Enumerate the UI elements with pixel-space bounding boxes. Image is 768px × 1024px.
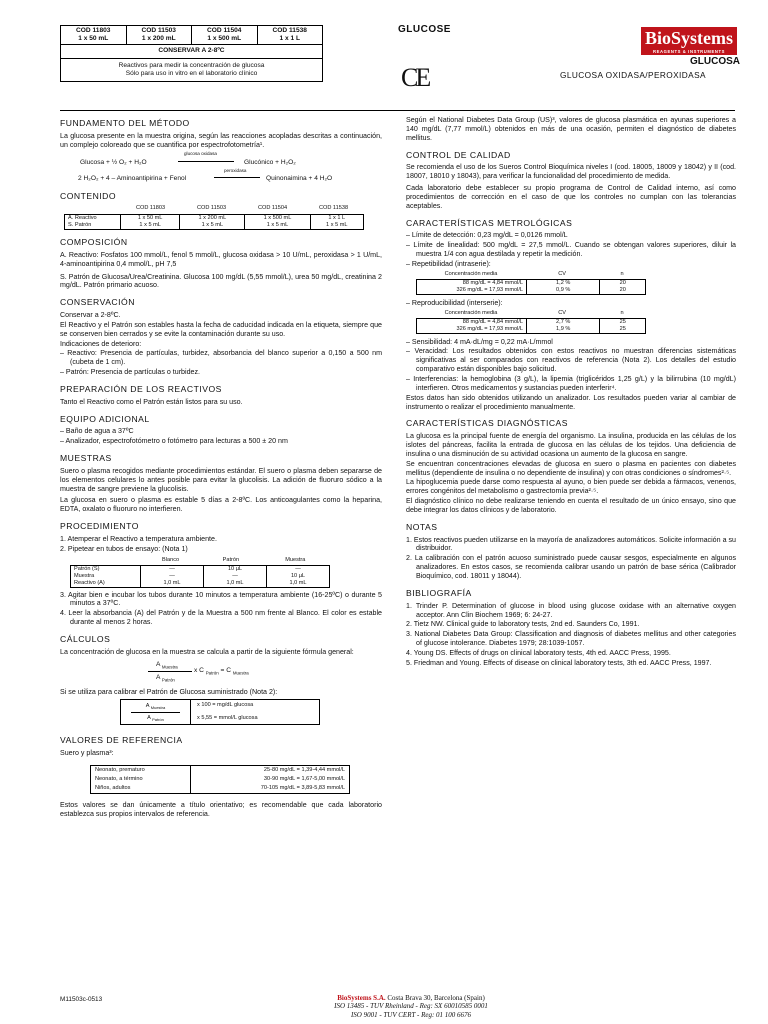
table-row: 88 mg/dL = 4,84 mmol/L 1,2 % 20: [417, 279, 646, 286]
pipetting-table-header: Blanco Patrón Muestra: [162, 556, 306, 563]
reaction-equations: Glucosa + ½ O₂ + H₂O glucosa oxidasa Glucónico + H₂O₂ peroxidasa 2 H₂O₂ + 4 – Aminoantipirina + Fenol Quinonaimina + 4 H₂O: [78, 151, 333, 183]
reproducibility-table: [416, 318, 646, 334]
table-row: Niños, adultos 70-105 mg/dL = 3,89-5,83 mmol/L: [91, 784, 350, 793]
right-column: Según el National Diabetes Data Group (US)³, valores de glucosa plasmática en ayunas superiores a 140 mg/dL (7,77 mmol/L) obtenidos en más de una ocasión, permiten el diagnóstico de diabetes mellitus. CONTROL DE CALIDAD Se recomienda el uso de los Sueros Control Bioquímica niveles I (cod. 18005, 18009 y 18042) y II (cod. 18007, 18010 y 18043), para verificar la funcionalidad del procedimiento de medida. Cada laboratorio debe establecer su propio programa de Control de Calidad interno, así como procedimientos de corrección en el caso de que los controles no cumplan con las tolerancias aceptables. CARACTERÍSTICAS METROLÓGICAS – Límite de detección: 0,23 mg/dL = 0,0126 mmol/L – Límite de linealidad: 500 mg/dL = 27,5 mmol/L. Cuando se obtengan valores superiores, diluir la muestra 1/4 con agua destilada y repetir la medición. – Repetibilidad (intraserie): Concentración media CV n 88 mg/dL = 4,84 mmol/L 1,2 % 20 326 mg/dL = 17,93 mmol/L 0,9 % 20 – Reproducibilidad (interserie): Concentración media CV n 88 mg/dL = 4,84 mmol/L 2,7 % 25 326 mg/dL = 17,93 mmol/L 1,9 % 25 – Sensibilidad: 4 mA·dL/mg = 0,22 mA·L/mmol – Veracidad: Los resultados obtenidos con estos reactivos no muestran diferencias sistemáticas significativas al ser comparados con reactivos de referencia (Nota 2). Los detalles del estudio comparativo están disponibles bajo solicitud. – Interferencias: la hemoglobina (3 g/L), la lipemia (triglicéridos 1,25 g/L) y la bilirrubina (10 mg/dL) interfieren. Otros medicamentos y sustancias pueden interferir⁴. Estos datos han sido obtenidos utilizando un analizador. Los resultados pueden variar al cambiar de instrumento o realizar el procedimiento manualmente. CARACTERÍSTICAS DIAGNÓSTICAS La glucosa es la principal fuente de energía del organismo. La insulina, producida en las células de los islotes del páncreas, facilita la entrada de glucosa en las células de los tejidos. Una deficiencia de insulina o una disminución de su actividad ocasiona un aumento de la glucosa en sangre. Se encuentran concentraciones elevadas de glucosa en suero o plasma en pacientes con diabetes mellitus (dependiente de insulina o no dependiente de insulina) y con otras condiciones o síndromes²·⁵. La hipoglucemia puede darse como respuesta al ayuno, o bien puede ser debida a fármacos, venenos, errores congénitos del metabolismo o gastrectomía previa²·⁵. El diagnóstico clínico no debe realizarse teniendo en cuenta el resultado de un único ensayo, sino que debe integrar los datos clínicos y de laboratorio. NOTAS 1. Estos reactivos pueden utilizarse en la mayoría de analizadores automáticos. Solicite información a su distribuidor. 2. La calibración con el patrón acuoso suministrado puede causar sesgos, especialmente en algunos analizadores. En estos casos, se recomienda calibrar usando un patrón de base sérica (Calibrador Bioquímico, cod. 18011 y 18044). BIBLIOGRAFÍA 1. Trinder P. Determination of glucose in blood using glucose oxidase with an alternative oxygen acceptor. Ann Clin Biochem 1969; 6: 24-27. 2. Tietz NW. Clinical guide to laboratory tests, 2nd ed. Saunders Co, 1991. 3. National Diabetes Data Group: Classification and diagnosis of diabetes mellitus and other categories of glucose intolerance. Diabetes 1979; 28:1039-1057. 4. Young DS. Effects of drugs on clinical laboratory tests, 4th ed. AACC Press, 1995. 5. Friedman and Young. Effects of disease on clinical laboratory tests, 3th ed. AACC Press, 1997.: [406, 116, 736, 667]
code-cell: COD 11538 1 x 1 L: [272, 27, 307, 43]
footer-company: BioSystems S.A. Costa Brava 30, Barcelona (Spain) ISO 13485 - TUV Rheinland - Reg: SX 60010585 0001 ISO 9001 - TUV CERT - Reg: 01 100 6676: [334, 994, 488, 1019]
fraction-line: [148, 671, 192, 672]
section-title-composicion: COMPOSICIÓN: [60, 237, 128, 248]
section-title-referencia: VALORES DE REFERENCIA: [60, 735, 183, 746]
code-cell: COD 11504 1 x 500 mL: [192, 26, 258, 44]
table-row: 326 mg/dL = 17,93 mmol/L 1,9 % 25: [417, 326, 646, 333]
content-table: COD 11803 COD 11503 COD 11504 COD 11538: [135, 205, 349, 212]
biosystems-logo: BioSystems REAGENTS & INSTRUMENTS: [641, 27, 737, 55]
section-title-metrologicas: CARACTERÍSTICAS METROLÓGICAS: [406, 217, 573, 228]
storage-condition: CONSERVAR A 2-8ºC: [61, 44, 322, 57]
section-title-notas: NOTAS: [406, 521, 438, 532]
section-title-preparacion: PREPARACIÓN DE LOS REACTIVOS: [60, 384, 222, 395]
table-row: 326 mg/dL = 17,93 mmol/L 0,9 % 20: [417, 287, 646, 294]
section-title-control: CONTROL DE CALIDAD: [406, 149, 511, 160]
section-title-equipo: EQUIPO ADICIONAL: [60, 413, 150, 424]
general-formula: A $_{Muestra}$ A $_{Patrón}$ x C $_{Patrón}$ = C $_{Muestra}$: [60, 658, 382, 688]
product-method: GLUCOSA OXIDASA/PEROXIDASA: [560, 70, 706, 80]
ce-mark-icon: CE: [401, 63, 429, 92]
repeatability-header: Concentración media CV n: [444, 270, 624, 277]
section-title-conservacion: CONSERVACIÓN: [60, 297, 135, 308]
reproducibility-header: Concentración media CV n: [444, 309, 624, 316]
section-title-calculos: CÁLCULOS: [60, 633, 111, 644]
section-title-procedimiento: PROCEDIMIENTO: [60, 521, 139, 532]
code-table: [60, 25, 323, 82]
section-title-diagnosticas: CARACTERÍSTICAS DIAGNÓSTICAS: [406, 418, 569, 429]
pipetting-table: Patrón (S) — 10 µL — Muestra — — 10 µL Reactivo (A) 1,0 mL 1,0 mL 1,0 mL: [70, 565, 330, 588]
table-row: 88 mg/dL = 4,84 mmol/L 2,7 % 25: [417, 318, 646, 325]
code-cell: COD 11503 1 x 200 mL: [127, 26, 193, 44]
table-row: Neonato, a término 30-90 mg/dL = 1,67-5,00 mmol/L: [91, 775, 350, 784]
section-title-bibliografia: BIBLIOGRAFÍA: [406, 587, 472, 598]
code-cell: COD 11803 1 x 50 mL: [61, 26, 127, 44]
header-divider: [60, 110, 735, 111]
reference-values-table: [90, 765, 350, 794]
arrow: [178, 161, 234, 162]
content-values-table: A. Reactivo 1 x 50 mL 1 x 200 mL 1 x 500 mL 1 x 1 L S. Patrón 1 x 5 mL 1 x 5 mL 1 x 5 mL 1 x 5 mL: [64, 214, 364, 230]
usage-note: Reactivos para medir la concentración de glucosa Sólo para uso in vitro en el laboratorio clínico: [61, 58, 322, 81]
arrow: [214, 177, 260, 178]
repeatability-table: [416, 279, 646, 295]
left-column: FUNDAMENTO DEL MÉTODO La glucosa presente en la muestra origina, según las reacciones acopladas descritas a continuación, un complejo coloreado que se cuantifica por espectrofotometría¹. Glucosa + ½ O₂ + H₂O glucosa oxidasa Glucónico + H₂O₂ peroxidasa 2 H₂O₂ + 4 – Aminoantipirina + Fenol Quinonaimina + 4 H₂O CONTENIDO COD 11803 COD 11503 COD 11504 COD 11538 A. Reactivo 1 x 50 mL 1 x 200 mL 1 x 500 mL 1 x 1 L S. Patrón 1 x 5 mL 1 x 5 mL 1 x 5 mL 1 x 5 mL COMPOSICIÓN A. Reactivo: Fosfatos 100 mmol/L, fenol 5 mmol/L, glucosa oxidasa > 10 U/mL, peroxidasa > 1 U/mL, 4-aminoantipirina 0,4 mmol/L, pH 7,5 S. Patrón de Glucosa/Urea/Creatinina. Glucosa 100 mg/dL (5,55 mmol/L), urea 50 mg/dL, creatinina 2 mg/dL. Patrón primario acuoso. CONSERVACIÓN Conservar a 2-8ºC. El Reactivo y el Patrón son estables hasta la fecha de caducidad indicada en la etiqueta, siempre que se conserven bien cerrados y se evite la contaminación durante su uso. Indicaciones de deterioro: – Reactivo: Presencia de partículas, turbidez, absorbancia del blanco superior a 0,150 a 500 nm (cubeta de 1 cm). – Patrón: Presencia de partículas o turbidez. PREPARACIÓN DE LOS REACTIVOS Tanto el Reactivo como el Patrón están listos para su uso. EQUIPO ADICIONAL – Baño de agua a 37ºC – Analizador, espectrofotómetro o fotómetro para lecturas a 500 ± 20 nm MUESTRAS Suero o plasma recogidos mediante procedimientos estándar. El suero o plasma deben separarse de los elementos celulares lo antes posible para evitar la glucolisis. La adición de fluoruro sódico a la muestra de sangre previene la glucolisis. La glucosa en suero o plasma es estable 5 días a 2-8ºC. Los anticoagulantes como la heparina, EDTA, oxalato o fluoruro no interfieren. PROCEDIMIENTO 1. Atemperar el Reactivo a temperatura ambiente. 2. Pipetear en tubos de ensayo: (Nota 1) Blanco Patrón Muestra Patrón (S) — 10 µL — Muestra — — 10 µL Reactivo (A) 1,0 mL 1,0 mL 1,0 mL 3. Agitar bien e incubar los tubos durante 10 minutos a temperatura ambiente (16-25ºC) o durante 5 minutos a 37ºC. 4. Leer la absorbancia (A) del Patrón y de la Muestra a 500 nm frente al Blanco. El color es estable durante al menos 2 horas. CÁLCULOS La concentración de glucosa en la muestra se calcula a partir de la siguiente fórmula general: A $_{Muestra}$ A $_{Patrón}$ x C $_{Patrón}$ = C $_{Muestra}$ Si se utiliza para calibrar el Patrón de Glucosa suministrado (Nota 2): A $_{Muestra}$ A $_{Patrón}$ x 100 = mg/dL glucosa x 5,55 = mmol/L glucosa VALORES DE REFERENCIA Suero y plasma³: Neonato, prematuro 25-80 mg/dL = 1,39-4,44 mmol/L Neonato, a término 30-90 mg/dL = 1,67-5,00 mmol/L Niños, adultos 70-105 mg/dL = 3,89-5,83 mmol/L Estos valores se dan únicamente a título orientativo; es recomendable que cada laboratorio establezca sus propios intervalos de referencia.: [60, 118, 382, 818]
section-title-fundamento: FUNDAMENTO DEL MÉTODO: [60, 118, 190, 128]
product-name: GLUCOSA: [690, 56, 740, 67]
document-title: GLUCOSE: [398, 24, 451, 35]
calibration-formula-table: A $_{Muestra}$ A $_{Patrón}$ x 100 = mg/dL glucosa x 5,55 = mmol/L glucosa: [120, 699, 320, 725]
section-title-muestras: MUESTRAS: [60, 453, 112, 464]
document-code: M11503c-0513: [60, 996, 103, 1003]
table-row: Neonato, prematuro 25-80 mg/dL = 1,39-4,44 mmol/L: [91, 765, 350, 774]
section-title-contenido: CONTENIDO: [60, 191, 117, 202]
